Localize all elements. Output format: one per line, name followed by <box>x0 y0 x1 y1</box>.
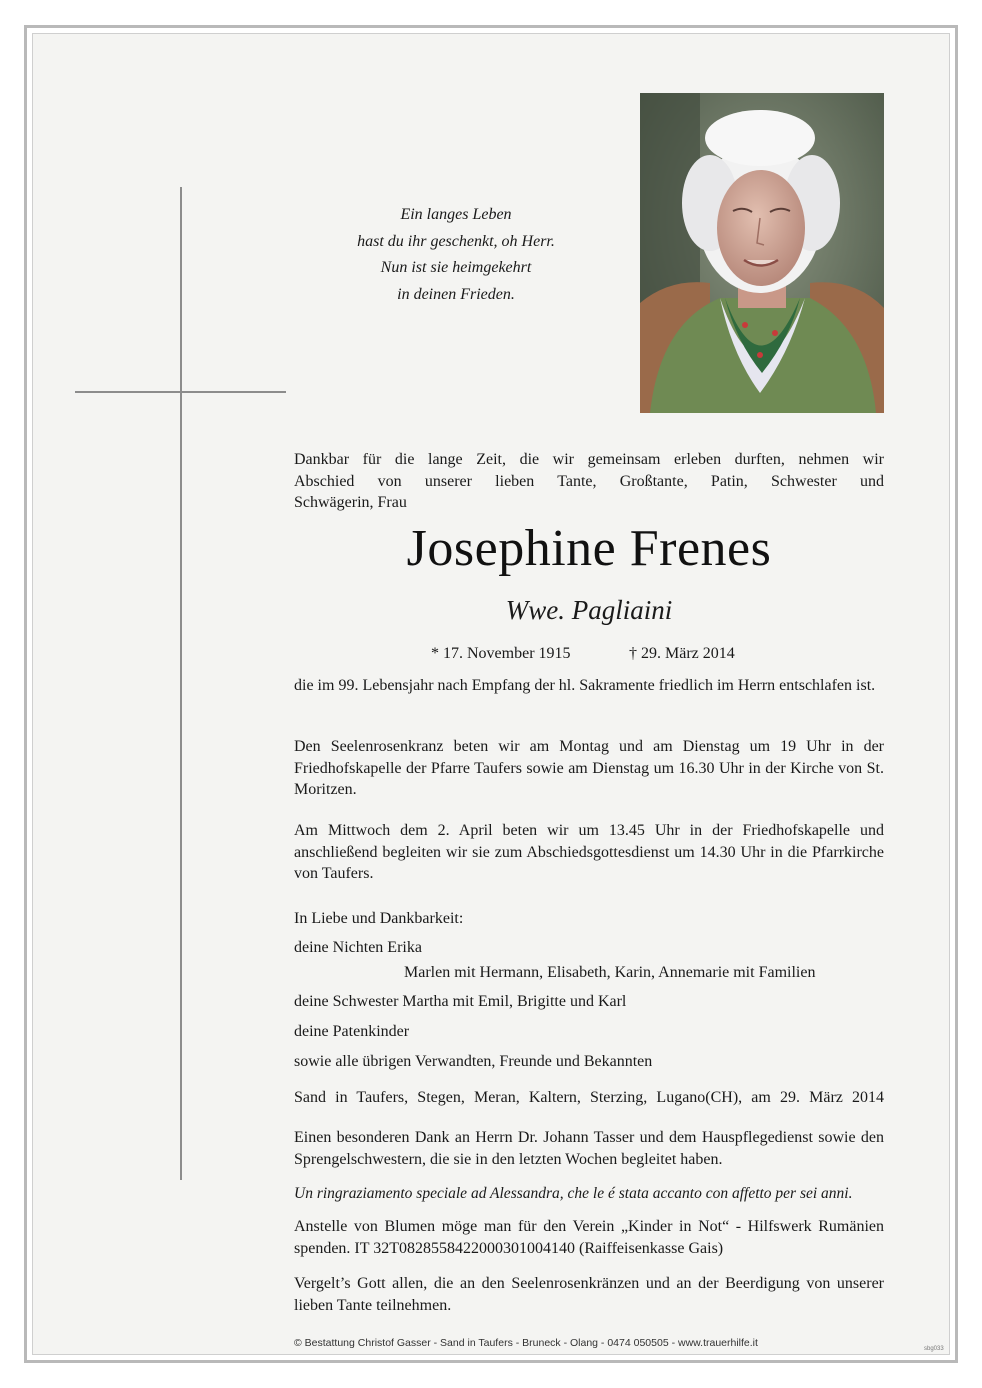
intro-line: Schwägerin, Frau <box>294 494 407 511</box>
thanks-italian: Un ringraziamento speciale ad Alessandra, che le é stata accanto con affetto per sei anni. <box>294 1185 853 1202</box>
mourners-sister: deine Schwester Martha mit Emil, Brigitte und Karl <box>294 993 627 1010</box>
death-date: † 29. März 2014 <box>629 645 735 662</box>
intro-paragraph <box>294 449 884 514</box>
intro-line: Dankbar für die lange Zeit, die wir gemeinsam erleben durften, nehmen wir <box>294 451 884 468</box>
verse-line: in deinen Frieden. <box>397 285 515 303</box>
passing-paragraph: die im 99. Lebensjahr nach Empfang der hl. Sakramente friedlich im Herrn entschlafen ist. <box>294 677 876 694</box>
undertaker-footer: © Bestattung Christof Gasser - Sand in Taufers - Bruneck - Olang - 0474 050505 - www.trauerhilfe.it <box>294 1337 758 1349</box>
place-and-date: Sand in Taufers, Stegen, Meran, Kaltern, Sterzing, Lugano(CH), am 29. März 2014 <box>294 1089 884 1106</box>
verse-line: Nun ist sie heimgekehrt <box>380 259 532 276</box>
thanks-paragraph: Einen besonderen Dank an Herrn Dr. Johann Tasser und dem Hauspflegedienst sowie den Sprengelschwestern, die sie in den letzten Wochen begleitet haben. <box>294 1129 884 1168</box>
mourners-heading: In Liebe und Dankbarkeit: <box>294 910 464 927</box>
memorial-verse <box>318 202 594 308</box>
donation-line: spenden. IT 32T0828558422000301004140 (Raiffeisenkasse Gais) <box>294 1239 724 1257</box>
mourners-nieces-continued: Marlen mit Hermann, Elisabeth, Karin, Annemarie mit Familien <box>404 964 816 981</box>
deceased-name: Josephine Frenes <box>406 520 772 577</box>
donation-line: Anstelle von Blumen möge man für den Verein „Kinder in Not“ - Hilfswerk Rumänien <box>294 1218 884 1235</box>
closing-paragraph: Vergelt’s Gott allen, die an den Seelenrosenkränzen und an der Beerdigung von unserer lieben Tante teilnehmen. <box>294 1275 884 1314</box>
maiden-name: Wwe. Pagliaini <box>505 595 673 625</box>
donation-paragraph <box>294 1216 884 1259</box>
funeral-paragraph: Am Mittwoch dem 2. April beten wir um 13.45 Uhr in der Friedhofskapelle und anschließend begleiten wir sie zum Abschiedsgottesdienst um 14.30 Uhr in die Pfarrkirche von Taufers. <box>294 822 884 882</box>
cross-vertical-bar <box>180 187 182 1180</box>
mourners-nieces: deine Nichten Erika <box>294 939 422 956</box>
template-code: sbg033 <box>924 1346 944 1352</box>
verse-line: hast du ihr geschenkt, oh Herr. <box>357 232 555 250</box>
portrait-photo <box>640 93 884 413</box>
verse-line: Ein langes Leben <box>400 206 512 223</box>
intro-line: Abschied von unserer lieben Tante, Großtante, Patin, Schwester und <box>294 472 884 490</box>
mourners-others: sowie alle übrigen Verwandten, Freunde und Bekannten <box>294 1053 653 1070</box>
mourners-godchildren: deine Patenkinder <box>294 1023 410 1040</box>
portrait-illustration <box>640 93 884 413</box>
birth-date: * 17. November 1915 <box>431 645 571 662</box>
rosary-paragraph: Den Seelenrosenkranz beten wir am Montag und am Dienstag um 19 Uhr in der Friedhofskapelle der Pfarre Taufers sowie am Dienstag um 16.30 Uhr in der Kirche von St. Moritzen. <box>294 738 884 798</box>
cross-horizontal-bar <box>75 391 286 393</box>
